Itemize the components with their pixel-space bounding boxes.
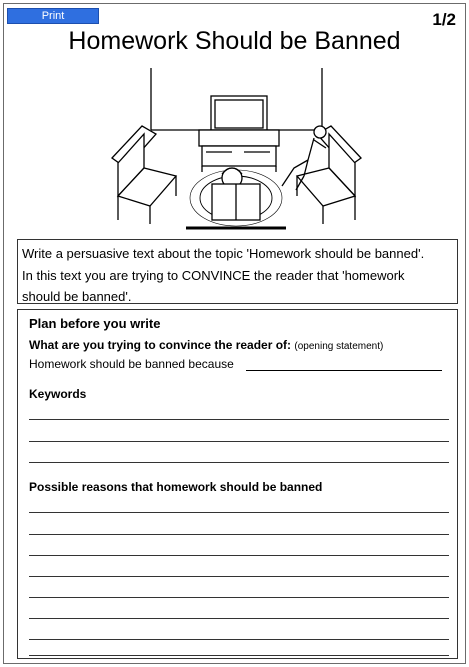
keyword-line[interactable] (29, 462, 449, 463)
reason-line[interactable] (29, 655, 449, 656)
reasons-label: Possible reasons that homework should be banned (29, 480, 323, 494)
task-instructions (17, 239, 458, 304)
worksheet-page (3, 3, 466, 664)
opening-question (29, 338, 383, 352)
reason-line[interactable] (29, 512, 449, 513)
opening-question-note: (opening statement) (294, 341, 384, 352)
reason-line[interactable] (29, 597, 449, 598)
opening-question-text: What are you trying to convince the reader of: (29, 338, 292, 352)
reason-line[interactable] (29, 639, 449, 640)
classroom-scene-illustration (104, 68, 369, 234)
reason-line[interactable] (29, 618, 449, 619)
page-number: 1/2 (432, 10, 456, 29)
print-button[interactable]: Print (7, 8, 99, 24)
opening-statement-prefix: Homework should be banned because (29, 357, 234, 371)
reason-line[interactable] (29, 576, 449, 577)
task-line-1: Write a persuasive text about the topic 'Homework should be banned'. (22, 246, 425, 261)
task-line-2: In this text you are trying to CONVINCE the reader that 'homework (22, 267, 405, 283)
task-line-3: should be banned'. (22, 289, 132, 304)
keywords-label: Keywords (29, 387, 87, 401)
plan-heading: Plan before you write (29, 316, 161, 331)
plan-section (17, 309, 458, 659)
keyword-line[interactable] (29, 419, 449, 420)
reason-line[interactable] (29, 555, 449, 556)
keyword-line[interactable] (29, 441, 449, 442)
page-title: Homework Should be Banned (68, 27, 401, 55)
reason-line[interactable] (29, 534, 449, 535)
opening-statement-line[interactable] (246, 370, 442, 371)
